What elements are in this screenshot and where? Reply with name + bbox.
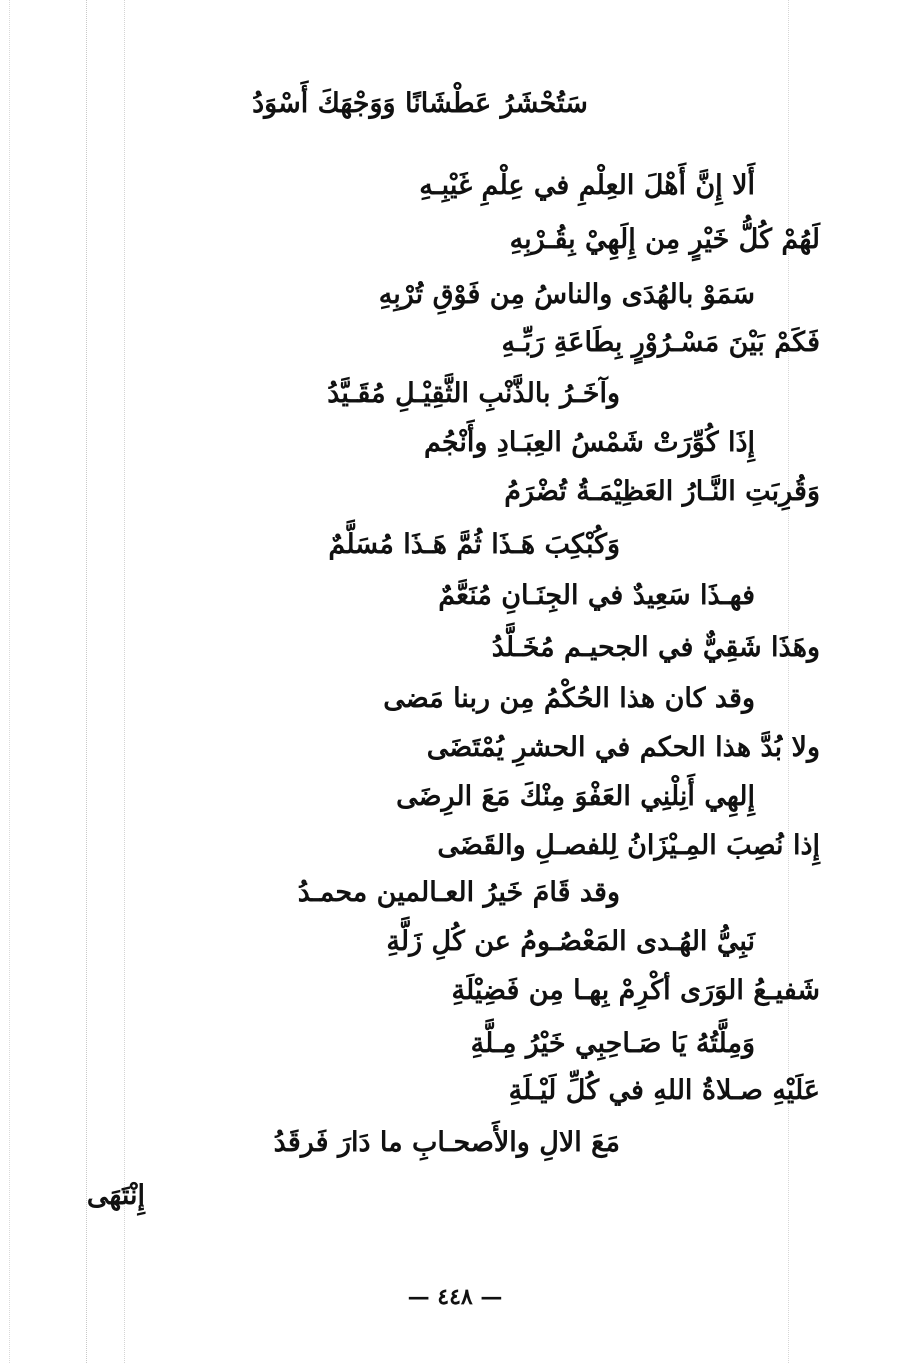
- verse-line: نَبِيُّ الهُـدى المَعْصُـومُ عن كُلِ زَلَّةِ: [386, 926, 755, 957]
- verse-line: شَفيـعُ الوَرَى أكْرِمْ بِهـا مِن فَضِيْلَةِ: [451, 975, 820, 1006]
- verse-line: وَمِلَّتُهُ يَا صَـاحِبِي خَيْرُ مِـلَّةِ: [470, 1028, 755, 1059]
- verse-line: إِلهِي أَنِلْنِي العَفْوَ مِنْكَ مَعَ الرِضَى: [396, 781, 755, 812]
- verse-line: لَهُمْ كُلُّ خَيْرٍ مِن إِلَهِيْ بِقُـرْبِهِ: [509, 224, 820, 255]
- verse-line: مَعَ الالِ والأَصحـابِ ما دَارَ فَرقَدُ: [273, 1127, 620, 1158]
- poem-title: سَتُحْشَرُ عَطْشَانًا وَوَجْهَكَ أَسْوَدُ: [252, 88, 588, 119]
- verse-line: فهـذَا سَعِيدٌ في الجِنَـانِ مُنَعَّمٌ: [438, 580, 755, 611]
- verse-line: إِذا نُصِبَ المِـيْزَانُ لِلفصـلِ والقَضَى: [437, 830, 820, 861]
- verse-line: وآخَـرُ بالذَّنْبِ الثَّقِيْـلِ مُقَـيَّدُ: [327, 378, 620, 409]
- verse-line: عَلَيْهِ صـلاةُ اللهِ في كُلِّ لَيْـلَةِ: [508, 1075, 820, 1106]
- verse-line: فَكَمْ بَيْنَ مَسْـرُوْرٍ بِطَاعَةِ رَبِّـهِ: [501, 327, 820, 358]
- verse-line: وقد قَامَ خَيرُ العـالمين محمـدُ: [297, 877, 620, 908]
- verse-line: ولا بُدَّ هذا الحكم في الحشرِ يُمْتَضَى: [426, 732, 820, 763]
- verse-line: وَكُبْكِبَ هَـذَا ثُمَّ هَـذَا مُسَلَّمٌ: [328, 529, 620, 560]
- verse-line: سَمَوْ بالهُدَى والناسُ مِن فَوْقِ تُرْبِهِ: [378, 279, 755, 310]
- scan-artifact-line: [788, 0, 789, 1363]
- verse-line: أَلا إِنَّ أَهْلَ العِلْمِ في عِلْمِ غَيْبِـهِ: [419, 170, 755, 201]
- verse-line: وَقُرِبَتِ النَّـارُ العَظِيْمَـةُ تُضْرَمُ: [504, 476, 820, 507]
- scan-artifact-line: [9, 0, 10, 1363]
- verse-line: وهَذَا شَقِيٌّ في الجحيـم مُخَـلَّدُ: [491, 632, 820, 663]
- page-number: — ٤٤٨ —: [407, 1284, 503, 1310]
- scan-artifact-line: [86, 0, 87, 1363]
- scan-artifact-line: [124, 0, 125, 1363]
- verse-line: إِذَا كُوِّرَتْ شَمْسُ العِبَـادِ وأَنْجُم: [423, 427, 755, 458]
- verse-line: وقد كان هذا الحُكْمُ مِن ربنا مَضى: [383, 683, 755, 714]
- closing-word: إِنْتَهَى: [86, 1180, 145, 1211]
